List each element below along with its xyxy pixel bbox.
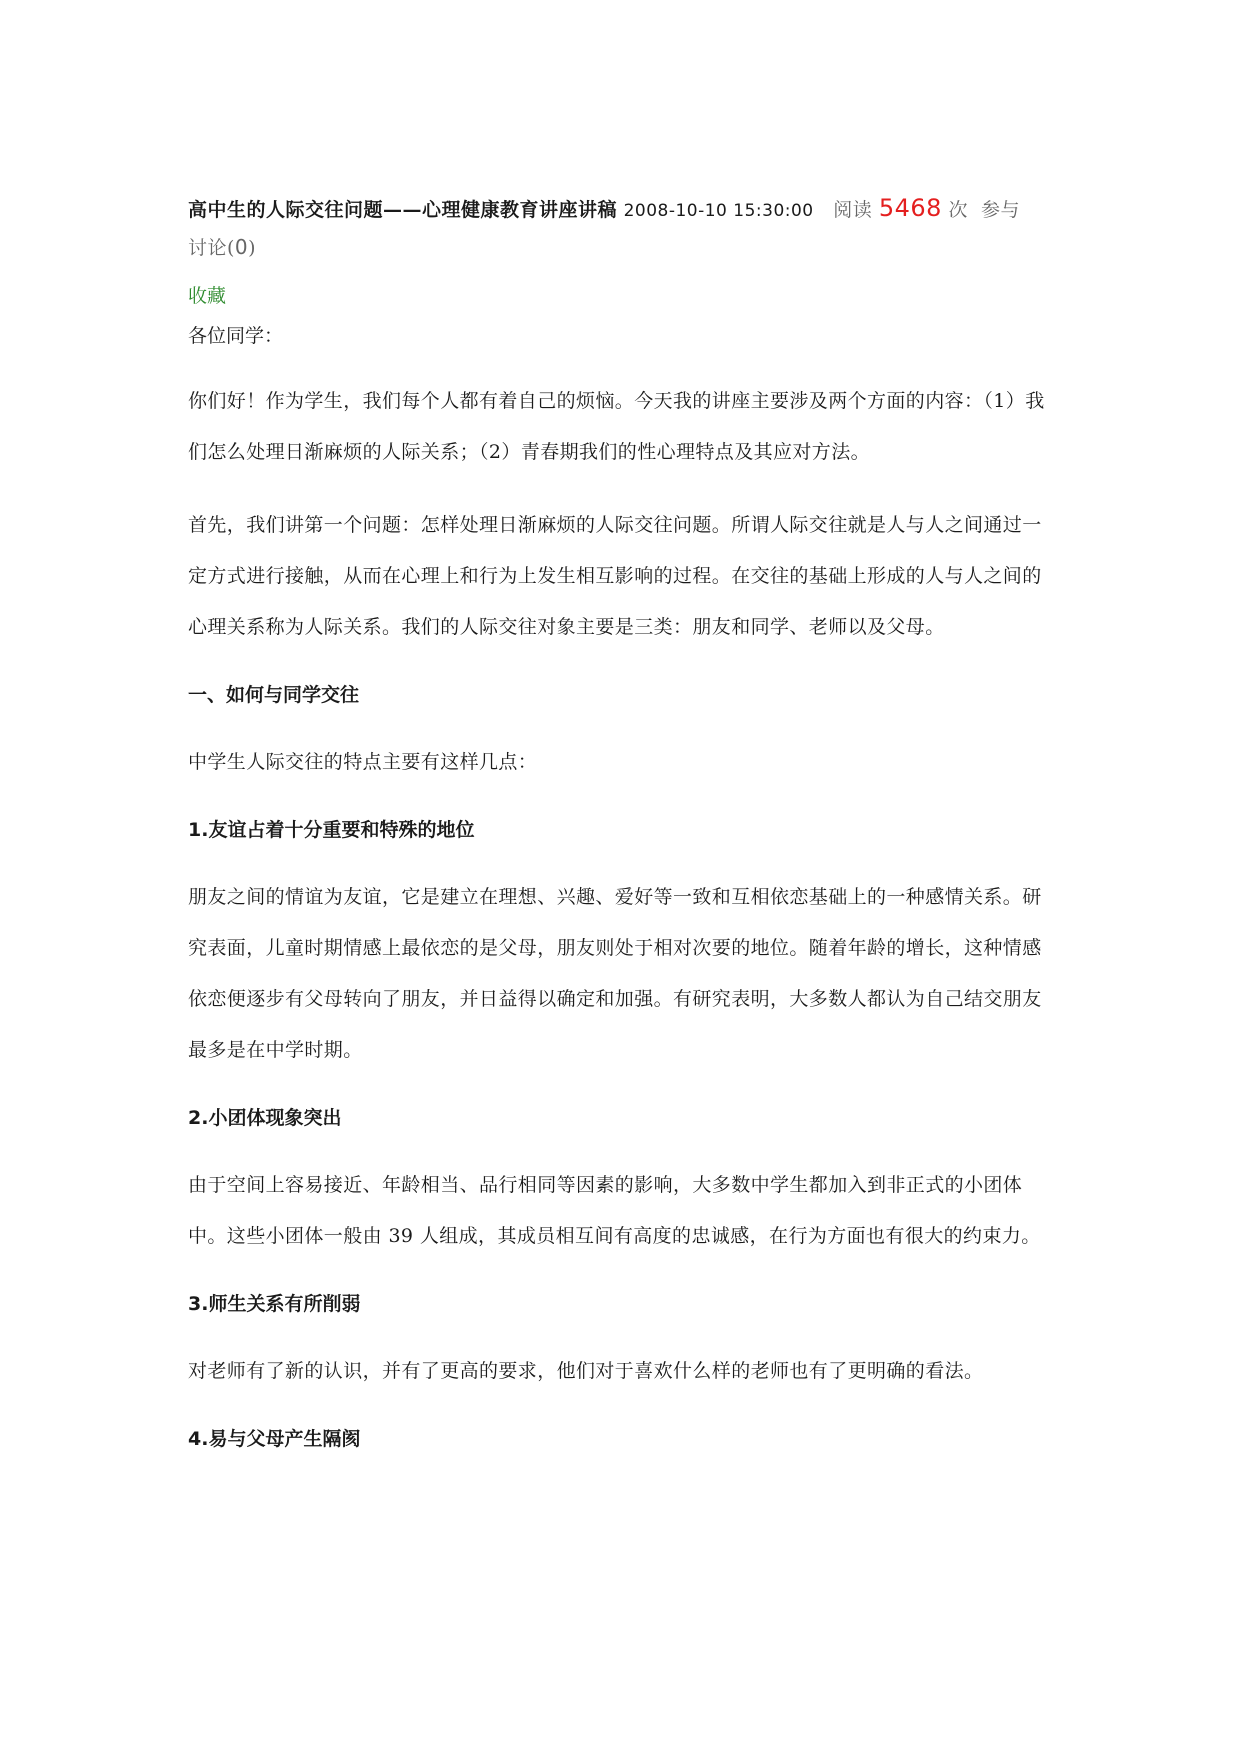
point-heading-3: 3.师生关系有所削弱 [188,1293,361,1315]
greeting: 各位同学： [188,325,284,347]
section-lead: 中学生人际交往的特点主要有这样几点： [188,751,538,773]
point-paragraph-3: 对老师有了新的认识，并有了更高的要求，他们对于喜欢什么样的老师也有了更明确的看法。 [188,1360,984,1382]
point-heading-1: 1.友谊占着十分重要和特殊的地位 [188,819,475,841]
article-header [188,190,1058,266]
discuss-link[interactable] [188,237,256,259]
point-heading-2: 2.小团体现象突出 [188,1107,342,1129]
times-label: 次 [948,199,968,221]
read-label: 阅读 [833,199,873,221]
discuss-count: 0 [234,235,249,259]
section-heading: 一、如何与同学交往 [188,684,360,706]
article-title: 高中生的人际交往问题——心理健康教育讲座讲稿 [188,199,618,221]
discuss-label: 讨论( [188,237,235,259]
point-paragraph-1: 朋友之间的情谊为友谊，它是建立在理想、兴趣、爱好等一致和互相依恋基础上的一种感情关系。研究表面，儿童时期情感上最依恋的是父母，朋友则处于相对次要的地位。随着年龄的增长，这种情感依恋便逐步有父母转向了朋友，并日益得以确定和加强。有研究表明，大多数人都认为自己结交朋友最多是在中学时期。 [188,886,1042,1061]
favorite-link[interactable]: 收藏 [188,285,227,307]
participate-label: 参与 [981,199,1021,221]
intro-paragraph-2: 首先，我们讲第一个问题：怎样处理日渐麻烦的人际交往问题。所谓人际交往就是人与人之间通过一定方式进行接触，从而在心理上和行为上发生相互影响的过程。在交往的基础上形成的人与人之间的心理关系称为人际关系。我们的人际交往对象主要是三类：朋友和同学、老师以及父母。 [188,514,1042,638]
point-heading-4: 4.易与父母产生隔阂 [188,1428,361,1450]
article-page [188,190,1058,1459]
read-count: 5468 [878,194,942,222]
intro-paragraph-1: 你们好！作为学生，我们每个人都有着自己的烦恼。今天我的讲座主要涉及两个方面的内容：（1）我们怎么处理日渐麻烦的人际关系；（2）青春期我们的性心理特点及其应对方法。 [188,390,1045,463]
discuss-close: ) [248,237,257,259]
article-datetime: 2008-10-10 15:30:00 [623,201,814,221]
point-paragraph-2: 由于空间上容易接近、年龄相当、品行相同等因素的影响，大多数中学生都加入到非正式的小团体中。这些小团体一般由 39 人组成，其成员相互间有高度的忠诚感，在行为方面也有很大的约束力。 [188,1174,1041,1247]
